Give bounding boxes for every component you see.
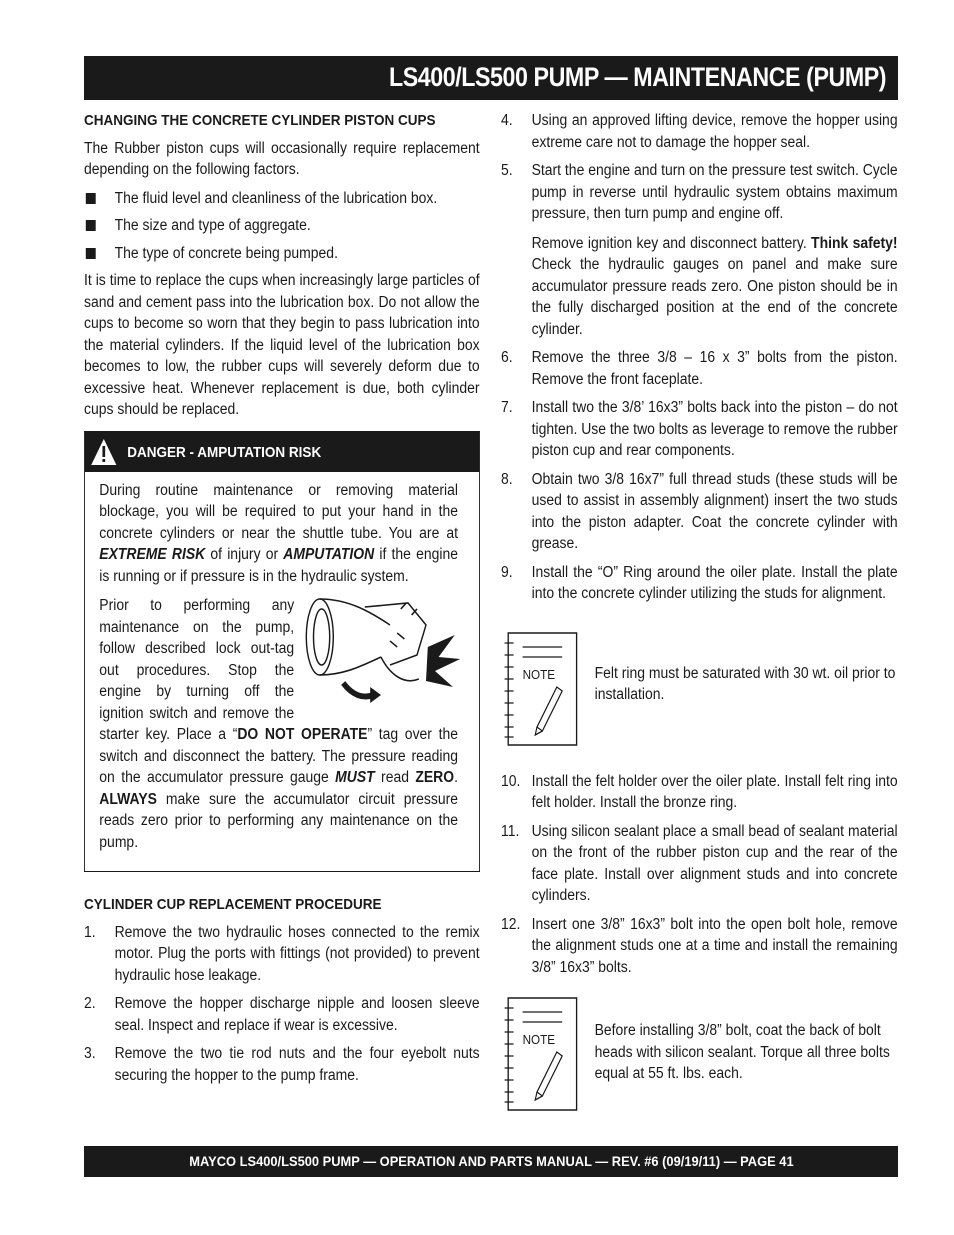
section-heading-piston-cups: CHANGING THE CONCRETE CYLINDER PISTON CUPS <box>84 112 436 129</box>
list-item: 11. Using silicon sealant place a small bead of sealant material on the front of the rubber piston cup and the rear of the face plate. Install over alignment studs and into concrete cylinders. <box>501 822 898 904</box>
procedure-steps-right-a <box>501 110 898 340</box>
bullet-square-icon <box>86 220 96 231</box>
step-5-safety-note: Remove ignition key and disconnect battery. Think safety! Check the hydraulic gauges on panel and make sure accumulator pressure reads zero. One piston should be in the fully discharged position at the end of the concrete cylinder. <box>531 234 898 338</box>
list-item: 9. Install the “O” Ring around the oiler plate. Install the plate into the concrete cylinder utilizing the studs for alignment. <box>501 563 898 602</box>
list-item: 3. Remove the two tie rod nuts and the four eyebolt nuts securing the hopper to the pump frame. <box>84 1045 480 1084</box>
section-heading-replacement-procedure: CYLINDER CUP REPLACEMENT PROCEDURE <box>84 896 382 913</box>
danger-body <box>85 472 479 872</box>
danger-paragraph-1: During routine maintenance or removing material blockage, you will be required to put your hand in the concrete cylinders or near the shuttle tube. You are at EXTREME RISK of injury or AMPUTATION if the engine is running or if pressure is in the hydraulic system. <box>99 481 458 585</box>
list-item: 8. Obtain two 3/8 16x7” full thread studs (these studs will be used to assist in assembly alignment) insert the two studs into the piston adapter. Coat the concrete cylinder with grease. <box>501 470 898 552</box>
list-item: 6. Remove the three 3/8 – 16 x 3” bolts from the piston. Remove the front faceplate. <box>501 349 898 388</box>
svg-text:NOTE: NOTE <box>522 1032 556 1048</box>
bullet-square-icon <box>86 193 96 204</box>
bullet-square-icon <box>86 248 96 259</box>
procedure-steps-right-c <box>501 771 898 979</box>
list-item: 1. Remove the two hydraulic hoses connected to the remix motor. Plug the ports with fittings (not provided) to prevent hydraulic hose leakage. <box>84 923 480 984</box>
list-item: 2. Remove the hopper discharge nipple and loosen sleeve seal. Inspect and replace if wear is excessive. <box>84 995 480 1034</box>
footer-text: MAYCO LS400/LS500 PUMP — OPERATION AND PARTS MANUAL — REV. #6 (09/19/11) — PAGE 41 <box>188 1153 794 1169</box>
procedure-steps-right-b <box>501 347 898 605</box>
notebook-pencil-icon <box>501 631 578 747</box>
hand-in-cylinder-illustration <box>300 595 462 713</box>
warning-triangle-icon <box>90 438 117 466</box>
danger-title: DANGER - AMPUTATION RISK <box>127 443 322 461</box>
page-title: LS400/LS500 PUMP — MAINTENANCE (PUMP) <box>388 62 886 92</box>
danger-box <box>84 431 480 873</box>
list-item: 4. Using an approved lifting device, remove the hopper using extreme care not to damage the hopper seal. <box>501 112 898 151</box>
list-item: 5. Start the engine and turn on the pressure test switch. Cycle pump in reverse until hydraulic system obtains maximum pressure, then turn pump and engine off. Remove ignition key and disconnect battery. Think safety! Check the hydraulic gauges on panel and make sure accumulator pressure reads zero. One piston should be in the fully discharged position at the end of the concrete cylinder. <box>501 160 898 340</box>
list-item: 12. Insert one 3/8” 16x3” bolt into the open bolt hole, remove the alignment studs one at a time and install the remaining 3/8” 16x3” bolts. <box>501 915 898 976</box>
left-column <box>84 110 480 1093</box>
note-box-bolt-torque <box>501 996 898 1114</box>
page-header <box>84 56 898 100</box>
list-item: The fluid level and cleanliness of the lubrication box. <box>84 188 480 210</box>
note-box-felt-ring <box>501 631 898 749</box>
page-footer <box>84 1146 898 1177</box>
danger-header <box>85 432 479 472</box>
right-column-inner <box>501 110 898 1114</box>
note-text-felt-ring: Felt ring must be saturated with 30 wt. oil prior to installation. <box>594 664 896 703</box>
list-item: The type of concrete being pumped. <box>84 243 480 265</box>
note-text-bolt-torque: Before installing 3/8” bolt, coat the back of bolt heads with silicon sealant. Torque all three bolts equal at 55 ft. lbs. each. <box>594 1022 890 1082</box>
left-column-inner <box>84 110 480 1086</box>
intro-paragraph: The Rubber piston cups will occasionally require replacement depending on the following factors. <box>84 139 480 178</box>
right-column <box>501 110 898 1136</box>
factor-list <box>84 188 480 265</box>
list-item: 7. Install two the 3/8’ 16x3” bolts back into the piston – do not tighten. Use the two bolts as leverage to remove the rubber piston cup and rear components. <box>501 399 898 459</box>
svg-text:NOTE: NOTE <box>522 666 556 682</box>
list-item: The size and type of aggregate. <box>84 215 480 237</box>
notebook-pencil-icon <box>501 996 578 1112</box>
procedure-steps-left <box>84 922 480 1087</box>
danger-paragraph-2: Prior to performing any maintenance on the pump, follow described lock out-tag out procedures. Stop the engine by turning off the ignition switch and remove the starter key. Place a “DO NOT OPERATE” tag over the switch and disconnect the battery. The pressure reading on the accumulator pressure gauge MUST read ZERO. ALWAYS make sure the accumulator circuit pressure reads zero prior to performing any maintenance on the pump. <box>99 595 458 853</box>
replacement-paragraph: It is time to replace the cups when increasingly large particles of sand and cement pass into the lubrication box. Do not allow the cups to become so worn that they begin to pass lubrication into the material cylinders. If the liquid level of the lubrication box becomes to low, the rubber cups will severely deform due to excessive heat. Whenever replacement is due, both cylinder cups should be replaced. <box>84 272 480 418</box>
list-item: 10. Install the felt holder over the oiler plate. Install felt ring into felt holder. Install the bronze ring. <box>501 772 898 811</box>
